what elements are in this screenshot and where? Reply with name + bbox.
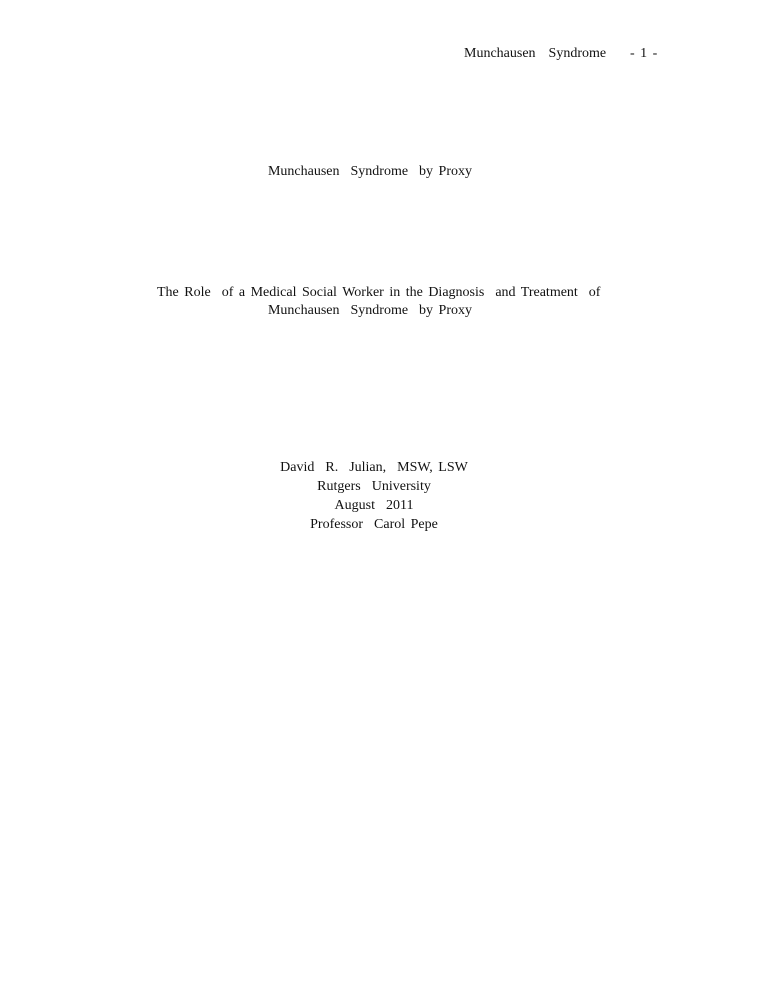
institution: Rutgers University bbox=[317, 479, 431, 494]
full-title-line-2: Munchausen Syndrome by Proxy bbox=[267, 303, 473, 318]
short-title: Munchausen Syndrome by Proxy bbox=[267, 164, 473, 179]
page-number: - 1 - bbox=[630, 46, 658, 61]
full-title-line-1: The Role of a Medical Social Worker in the Diagnosis and Treatment of bbox=[157, 285, 601, 300]
author-name: David R. Julian, MSW, LSW bbox=[280, 460, 468, 475]
running-head-title: Munchausen Syndrome bbox=[464, 46, 607, 61]
running-head bbox=[0, 44, 768, 64]
byline bbox=[0, 458, 748, 534]
instructor: Professor Carol Pepe bbox=[310, 517, 438, 532]
date: August 2011 bbox=[334, 498, 414, 513]
